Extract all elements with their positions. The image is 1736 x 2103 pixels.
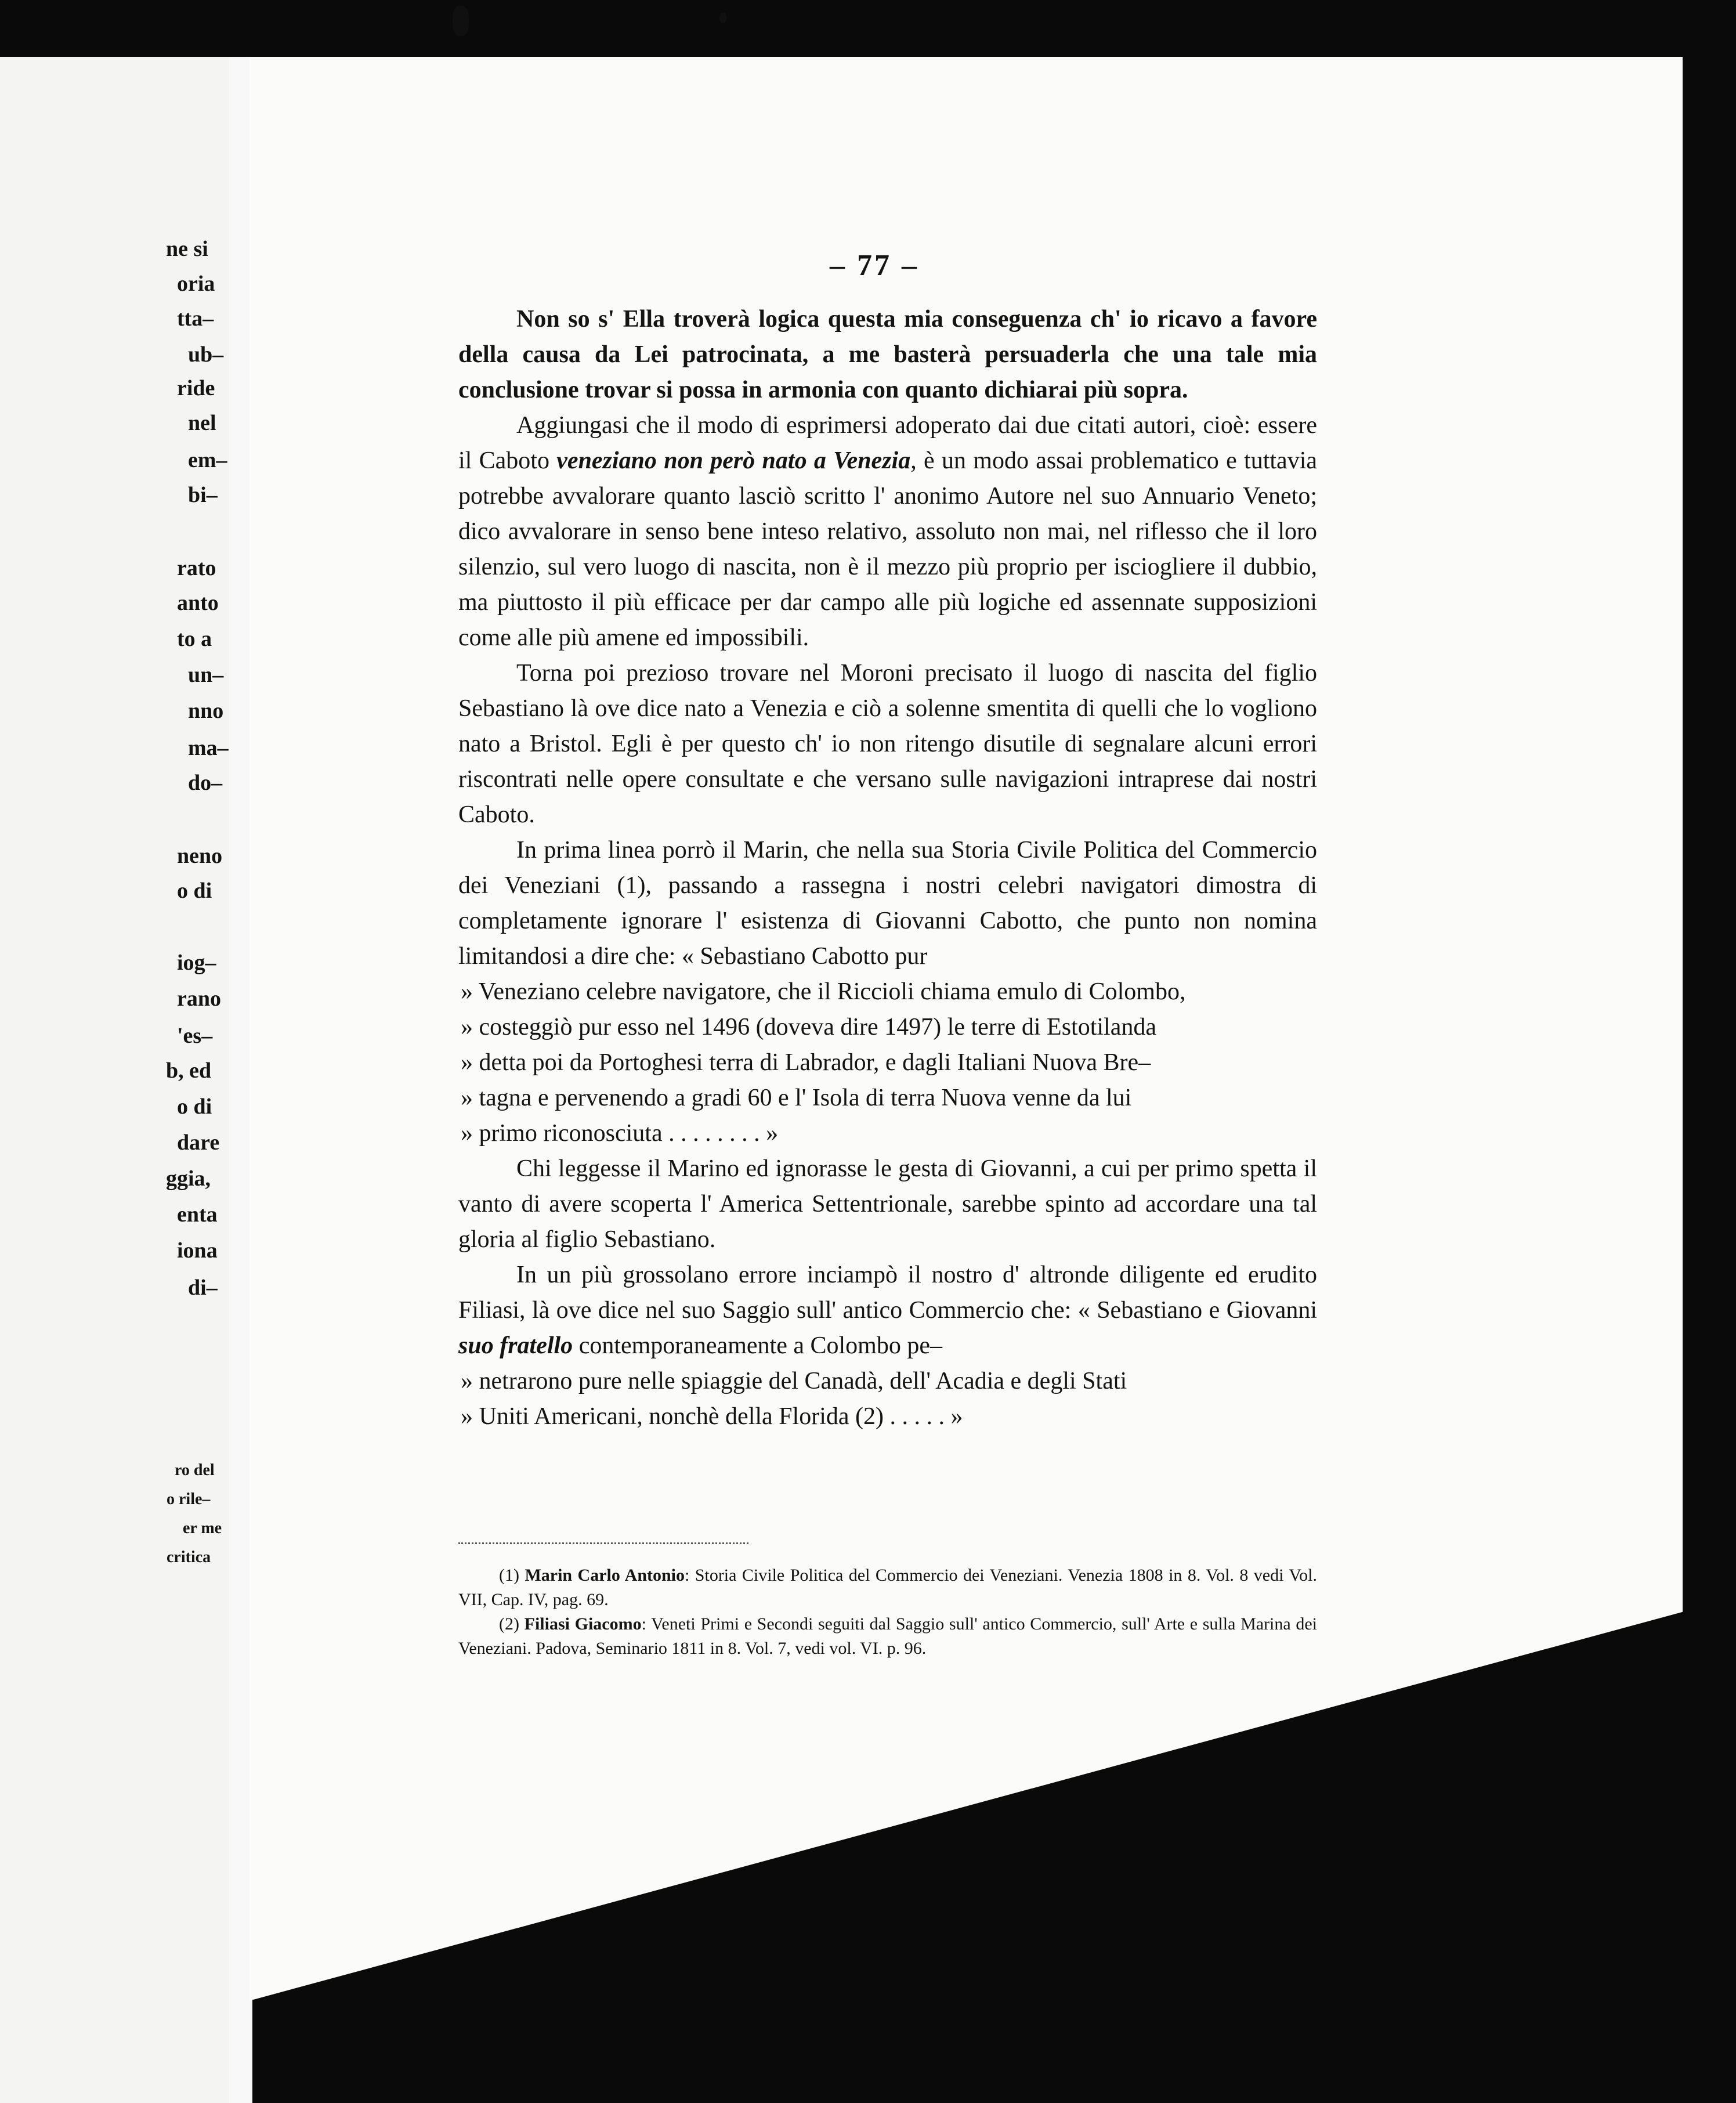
text-run: » costeggiò pur esso nel 1496 (doveva dire 1497) le terre di Estotilanda <box>461 1014 1157 1040</box>
scan-blot <box>453 6 469 36</box>
previous-page-line: tta– <box>177 306 214 331</box>
text-run: » detta poi da Portoghesi terra di Labrador, e dagli Italiani Nuova Bre– <box>461 1049 1151 1076</box>
footnotes <box>458 1563 1317 1661</box>
italic-phrase: veneziano non però nato a Venezia <box>556 447 911 474</box>
body-text <box>458 302 1317 1434</box>
previous-page-line: anto <box>177 591 219 615</box>
paragraph <box>458 656 1317 833</box>
previous-page-line: enta <box>177 1202 218 1227</box>
paragraph <box>458 302 1317 408</box>
previous-page-line: bi– <box>188 483 218 507</box>
footnote-marker: (2) <box>499 1614 519 1634</box>
text-run: In un più grossolano errore inciampò il nostro d' altronde diligente ed erudito Filiasi, là ove dice nel suo Saggio sull' antico Commercio che: « Sebastiano e Giovanni <box>458 1262 1317 1324</box>
text-run: Non so s' Ella troverà logica questa mia conseguenza ch' io ricavo a favore della causa da Lei patrocinata, a me basterà persuaderla che una tale mia conclusione trovar si possa in armonia con quanto dichiarai più sopra. <box>458 306 1317 403</box>
paragraph <box>458 833 1317 974</box>
footnote <box>458 1563 1317 1612</box>
previous-page-line: b, ed <box>166 1058 212 1083</box>
previous-page-line: rano <box>177 987 221 1011</box>
previous-page-footnote-line: ro del <box>175 1461 215 1479</box>
previous-page-line: ride <box>177 376 215 400</box>
previous-page-footnote-line: critica <box>167 1548 211 1566</box>
quote-line <box>458 1399 1317 1434</box>
quote-line <box>458 1116 1317 1151</box>
text-run: » Uniti Americani, nonchè della Florida (2) . . . . . » <box>461 1403 963 1430</box>
footnote-author: Filiasi Giacomo <box>524 1614 642 1634</box>
quote-line <box>458 1081 1317 1116</box>
footnote <box>458 1612 1317 1661</box>
quote-line <box>458 974 1317 1010</box>
previous-page-line: iog– <box>177 951 216 975</box>
footnote-text: : Storia Civile Politica del Commercio dei Veneziani. Venezia 1808 in 8. Vol. 8 vedi Vol. VII, Cap. IV, pag. 69. <box>458 1566 1317 1609</box>
previous-page-line: rato <box>177 556 216 580</box>
previous-page-line: o di <box>177 1094 212 1119</box>
previous-page-line: dare <box>177 1130 220 1155</box>
text-run: In prima linea porrò il Marin, che nella sua Storia Civile Politica del Commercio dei Veneziani (1), passando a rassegna i nostri celebri navigatori dimostra di completamente ignorare l' esistenza di Giovanni Cabotto, che punto non nomina limitandosi a dire che: « Sebastiano Cabotto pur <box>458 837 1317 970</box>
previous-page-line: un– <box>188 663 224 687</box>
quote-line <box>458 1045 1317 1081</box>
previous-page-line: o di <box>177 879 212 903</box>
previous-page-edge <box>229 57 252 2103</box>
previous-page-line: neno <box>177 844 223 868</box>
text-run: Aggiungasi che il modo di esprimersi adoperato dai due citati autori, cioè: essere il Caboto <box>458 412 1317 474</box>
paragraph <box>458 1258 1317 1364</box>
previous-page-line: 'es– <box>177 1024 213 1048</box>
previous-page-line: di– <box>188 1275 218 1300</box>
text-run: Chi leggesse il Marino ed ignorasse le gesta di Giovanni, a cui per primo spetta il vanto di avere scoperta l' America Settentrionale, sarebbe spinto ad accordare una tal gloria al figlio Sebastiano. <box>458 1155 1317 1253</box>
page-number: – 77 – <box>830 249 919 282</box>
previous-page-line: ub– <box>188 342 224 367</box>
previous-page-line: to a <box>177 627 212 651</box>
previous-page-line: ne si <box>166 237 208 261</box>
quote-line <box>458 1364 1317 1399</box>
previous-page-line: do– <box>188 771 223 795</box>
previous-page-line: iona <box>177 1238 218 1263</box>
previous-page-line: nel <box>188 411 216 435</box>
previous-page-footnote-line: er me <box>183 1519 222 1537</box>
previous-page-line: ma– <box>188 736 229 760</box>
italic-phrase: suo fratello <box>458 1332 573 1359</box>
previous-page-line: em– <box>188 448 227 472</box>
footnote-text: : Veneti Primi e Secondi seguiti dal Saggio sull' antico Commercio, sull' Arte e sulla Marina dei Veneziani. Padova, Seminario 1811 in 8. Vol. 7, vedi vol. VI. p. 96. <box>458 1614 1318 1658</box>
scan-blot <box>719 13 726 23</box>
text-run: contemporaneamente a Colombo pe– <box>573 1332 942 1359</box>
previous-page-fragment <box>0 57 229 2103</box>
text-run: » primo riconosciuta . . . . . . . . » <box>461 1120 779 1147</box>
text-run: Torna poi prezioso trovare nel Moroni precisato il luogo di nascita del figlio Sebastiano là ove dice nato a Venezia e ciò a solenne smentita di quelli che lo vogliono nato a Bristol. Egli è per questo ch' io non ritengo disutile di segnalare alcuni errori riscontrati nelle opere consultate e che versano sulle navigazioni intraprese dai nostri Caboto. <box>458 660 1317 828</box>
previous-page-line: ggia, <box>166 1166 211 1191</box>
quote-line <box>458 1010 1317 1045</box>
previous-page-line: nno <box>188 699 224 723</box>
text-run: , è un modo assai problematico e tuttavia potrebbe avvalorare quanto lasciò scritto l' anonimo Autore nel suo Annuario Veneto; dico avvalorare in senso bene inteso relativo, assoluto non mai, nel riflesso che il loro silenzio, sul vero luogo di nascita, non è il mezzo più proprio per isciogliere il dubbio, ma piuttosto il più efficace per dar campo alle più logiche ed assennate supposizioni come alle più amene ed impossibili. <box>458 447 1317 651</box>
previous-page-footnote-line: o rile– <box>167 1490 211 1508</box>
text-run: » netrarono pure nelle spiaggie del Canadà, dell' Acadia e degli Stati <box>461 1368 1127 1394</box>
footnote-separator <box>458 1542 748 1544</box>
paragraph <box>458 1151 1317 1258</box>
footnote-marker: (1) <box>499 1566 519 1585</box>
text-run: » tagna e pervenendo a gradi 60 e l' Isola di terra Nuova venne da lui <box>461 1085 1132 1111</box>
paragraph <box>458 408 1317 656</box>
previous-page-line: oria <box>177 272 215 296</box>
text-run: » Veneziano celebre navigatore, che il Riccioli chiama emulo di Colombo, <box>461 978 1186 1005</box>
footnote-author: Marin Carlo Antonio <box>525 1566 685 1585</box>
